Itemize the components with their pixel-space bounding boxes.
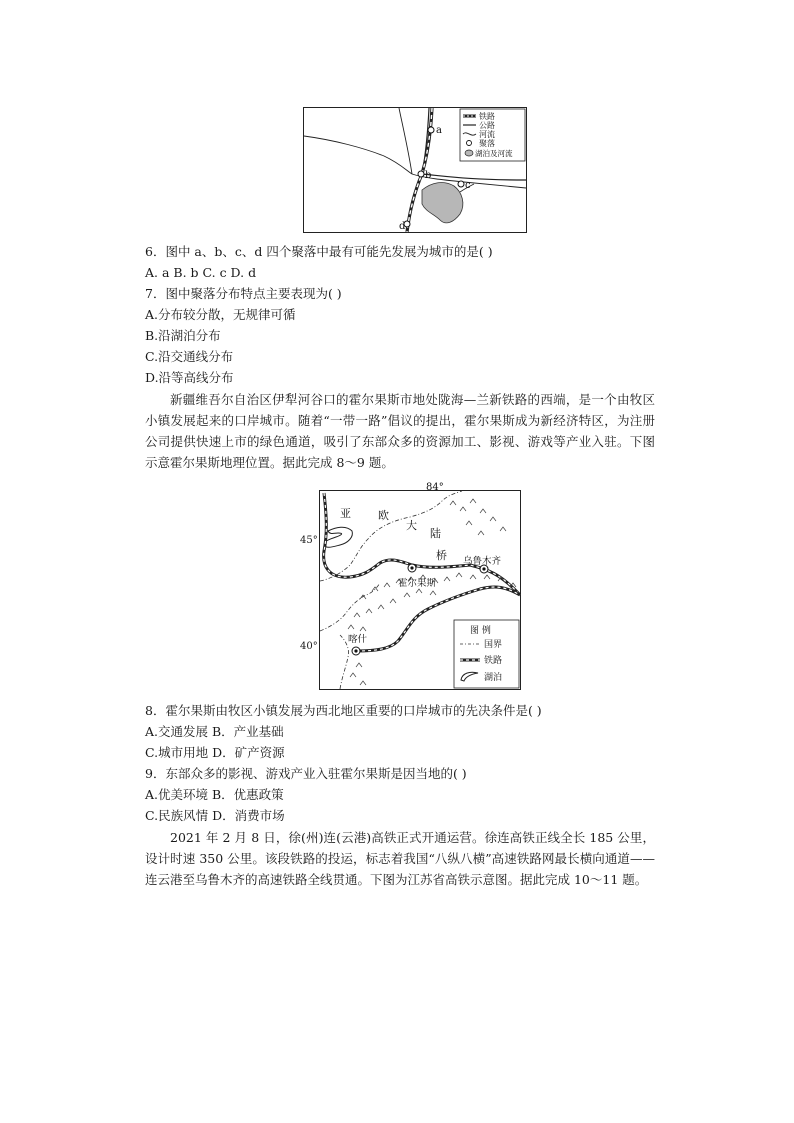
- question-9-options-ab: A.优美环境 B．优惠政策: [145, 787, 284, 802]
- label-d: d: [399, 221, 406, 232]
- question-7-option-b: B.沿湖泊分布: [145, 328, 221, 343]
- legend-border: 国界: [484, 640, 503, 650]
- legend-lake: 湖泊及河流: [475, 149, 513, 158]
- question-7-stem: 7．图中聚落分布特点主要表现为( ): [145, 286, 342, 301]
- bridge-label-3: 大: [406, 519, 417, 532]
- question-6-stem: 6．图中 a、b、c、d 四个聚落中最有可能先发展为城市的是( ): [145, 244, 493, 259]
- question-8-options-ab: A.交通发展 B．产业基础: [145, 724, 284, 739]
- label-b: b: [425, 170, 432, 181]
- question-9-options-cd: C.民族风情 D．消费市场: [145, 808, 285, 823]
- lake-balkhash: [324, 527, 352, 547]
- river-line: [304, 136, 412, 174]
- settlement-a: [428, 127, 434, 133]
- legend-railway: 铁路: [479, 112, 495, 121]
- bridge-label-1: 亚: [340, 507, 351, 520]
- question-7-option-d: D.沿等高线分布: [145, 370, 234, 385]
- legend-lake: 湖泊: [484, 673, 503, 683]
- label-c: c: [465, 180, 471, 191]
- passage-khorgos: 新疆维吾尔自治区伊犁河谷口的霍尔果斯市地处陇海—兰新铁路的西端，是一个由牧区小镇发展起来的口岸城市。随着“一带一路”倡议的提出，霍尔果斯成为新经济特区，为注册公司提供快速上市的绿色通道，吸引了东部众多的资源加工、影视、游戏等产业入驻。下图示意霍尔果斯地理位置。据此完成 8～9 题。: [145, 392, 655, 470]
- bridge-label-5: 桥: [436, 549, 447, 562]
- lake: [422, 183, 463, 223]
- passage-xulian-railway: 2021 年 2 月 8 日，徐(州)连(云港)高铁正式开通运营。徐连高铁正线全长 185 公里，设计时速 350 公里。该段铁路的投运，标志着我国“八纵八横”高速铁路网最长横向通道——连云港至乌鲁木齐的高速铁路全线贯通。下图为江苏省高铁示意图。据此完成 10～11 题。: [145, 830, 655, 887]
- city-kashgar: 喀什: [348, 634, 368, 645]
- legend-road: 公路: [479, 121, 495, 130]
- lat-40: 40°: [300, 641, 318, 652]
- lon-84: 84°: [426, 482, 444, 493]
- border-line: [320, 583, 380, 631]
- city-khorgos: 霍尔果斯: [398, 578, 437, 589]
- legend-river: 河流: [479, 130, 495, 139]
- question-6-options: A. a B. b C. c D. d: [145, 265, 257, 280]
- settlement-b: [418, 171, 424, 177]
- river-line: [399, 108, 412, 174]
- lat-45: 45°: [300, 535, 318, 546]
- label-a: a: [436, 125, 442, 136]
- bridge-label-4: 陆: [430, 527, 441, 540]
- settlement-c: [458, 181, 464, 187]
- bridge-label-2: 欧: [378, 509, 389, 522]
- khorgos-map: [300, 482, 521, 690]
- settlement-map: [303, 107, 527, 233]
- question-8-stem: 8．霍尔果斯由牧区小镇发展为西北地区重要的口岸城市的先决条件是( ): [145, 703, 542, 718]
- question-8-options-cd: C.城市用地 D．矿产资源: [145, 745, 285, 760]
- question-9-stem: 9．东部众多的影视、游戏产业入驻霍尔果斯是因当地的( ): [145, 766, 467, 781]
- legend-title: 图 例: [470, 626, 491, 636]
- question-7-option-c: C.沿交通线分布: [145, 349, 234, 364]
- legend-settlement: 聚落: [479, 139, 495, 148]
- question-7-option-a: A.分布较分散，无规律可循: [145, 307, 296, 322]
- legend-railway: 铁路: [484, 656, 503, 666]
- city-urumqi: 乌鲁木齐: [463, 556, 502, 567]
